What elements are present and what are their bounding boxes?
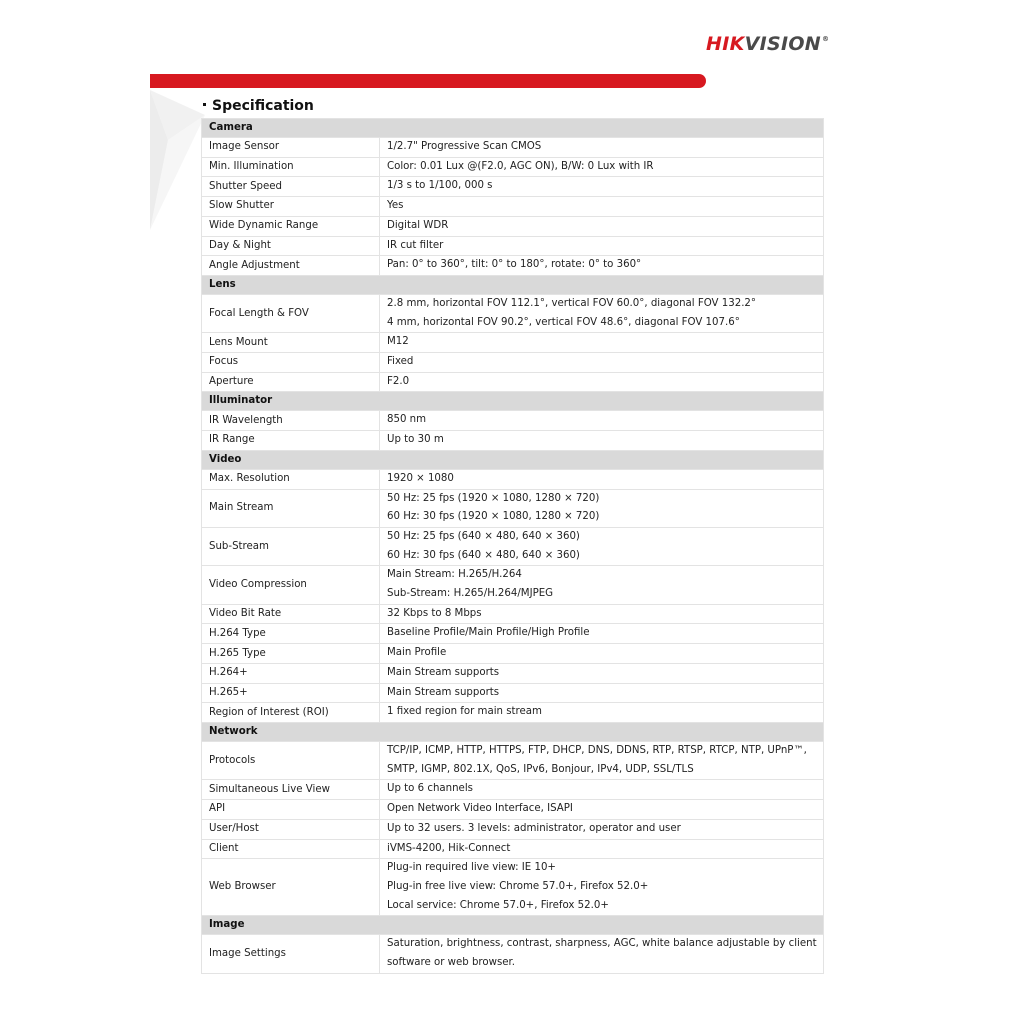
- spec-row: [202, 353, 824, 373]
- spec-value-line: Plug-in required live view: IE 10+: [387, 862, 556, 874]
- spec-value-line: iVMS-4200, Hik-Connect: [387, 842, 511, 854]
- spec-label: H.264+: [202, 663, 380, 683]
- spec-label: Sub-Stream: [202, 527, 380, 565]
- spec-value-line: 1 fixed region for main stream: [387, 706, 542, 718]
- spec-value: [380, 157, 824, 177]
- spec-value: [380, 469, 824, 489]
- spec-label: Max. Resolution: [202, 469, 380, 489]
- spec-label: Day & Night: [202, 236, 380, 256]
- spec-value-line: 2.8 mm, horizontal FOV 112.1°, vertical FOV 60.0°, diagonal FOV 132.2°: [387, 297, 757, 309]
- spec-value: [380, 294, 824, 332]
- spec-row: [202, 177, 824, 197]
- section-title: Lens: [202, 275, 824, 294]
- spec-row: [202, 703, 824, 723]
- spec-value-line: 1/3 s to 1/100, 000 s: [387, 180, 493, 192]
- spec-value-line: Sub-Stream: H.265/H.264/MJPEG: [387, 588, 554, 600]
- spec-value-line: Up to 32 users. 3 levels: administrator, operator and user: [387, 822, 681, 834]
- spec-label: User/Host: [202, 819, 380, 839]
- spec-value: [380, 624, 824, 644]
- spec-value-line: 1/2.7" Progressive Scan CMOS: [387, 141, 542, 152]
- spec-value: [380, 663, 824, 683]
- spec-value-line: Local service: Chrome 57.0+, Firefox 52.0+: [387, 899, 609, 911]
- spec-value: [380, 353, 824, 373]
- logo-grey-text: VISION: [744, 33, 821, 55]
- spec-value-line: 60 Hz: 30 fps (640 × 480, 640 × 360): [387, 549, 580, 561]
- spec-row: [202, 489, 824, 527]
- spec-value-line: 1920 × 1080: [387, 472, 454, 484]
- spec-label: Client: [202, 839, 380, 859]
- spec-label: Main Stream: [202, 489, 380, 527]
- spec-value-line: Color: 0.01 Lux @(F2.0, AGC ON), B/W: 0 Lux with IR: [387, 160, 654, 172]
- spec-value: [380, 489, 824, 527]
- spec-value: [380, 138, 824, 158]
- spec-label: Web Browser: [202, 859, 380, 916]
- spec-value-line: Yes: [387, 200, 404, 212]
- spec-label: Region of Interest (ROI): [202, 703, 380, 723]
- spec-value-line: Main Profile: [387, 647, 447, 659]
- spec-label: H.264 Type: [202, 624, 380, 644]
- spec-value-line: Up to 30 m: [387, 434, 444, 446]
- spec-label: Slow Shutter: [202, 197, 380, 217]
- spec-row: [202, 197, 824, 217]
- spec-row: [202, 800, 824, 820]
- spec-label: H.265+: [202, 683, 380, 703]
- spec-value: [380, 411, 824, 431]
- section-header-row: [202, 392, 824, 411]
- section-title: Network: [202, 722, 824, 741]
- spec-value: [380, 236, 824, 256]
- spec-label: API: [202, 800, 380, 820]
- spec-label: Video Compression: [202, 566, 380, 604]
- spec-row: [202, 294, 824, 332]
- spec-label: Image Sensor: [202, 138, 380, 158]
- section-title: Video: [202, 450, 824, 469]
- spec-value-line: Open Network Video Interface, ISAPI: [387, 803, 573, 815]
- spec-row: [202, 741, 824, 779]
- spec-label: Simultaneous Live View: [202, 780, 380, 800]
- spec-label: Protocols: [202, 741, 380, 779]
- spec-value-line: 4 mm, horizontal FOV 90.2°, vertical FOV 48.6°, diagonal FOV 107.6°: [387, 316, 740, 328]
- spec-label: Image Settings: [202, 935, 380, 973]
- spec-row: [202, 157, 824, 177]
- spec-value-line: Up to 6 channels: [387, 783, 473, 795]
- spec-value-line: Main Stream supports: [387, 666, 500, 678]
- spec-label: Video Bit Rate: [202, 604, 380, 624]
- spec-value: [380, 177, 824, 197]
- spec-value-line: 32 Kbps to 8 Mbps: [387, 607, 482, 619]
- spec-value-line: 50 Hz: 25 fps (1920 × 1080, 1280 × 720): [387, 492, 600, 504]
- spec-value-line: Plug-in free live view: Chrome 57.0+, Firefox 52.0+: [387, 880, 649, 892]
- section-title: Camera: [202, 119, 824, 138]
- spec-row: [202, 411, 824, 431]
- spec-value: [380, 839, 824, 859]
- spec-value: [380, 333, 824, 353]
- spec-value: [380, 741, 824, 779]
- spec-value: [380, 644, 824, 664]
- spec-value-line: Fixed: [387, 356, 414, 368]
- spec-value-line: M12: [387, 336, 409, 348]
- spec-label: Lens Mount: [202, 333, 380, 353]
- spec-row: [202, 236, 824, 256]
- spec-row: [202, 644, 824, 664]
- spec-value-line: Saturation, brightness, contrast, sharpness, AGC, white balance adjustable by client: [387, 938, 817, 950]
- spec-value: [380, 372, 824, 392]
- spec-label: IR Range: [202, 431, 380, 451]
- spec-value: [380, 819, 824, 839]
- spec-row: [202, 216, 824, 236]
- section-header-row: [202, 722, 824, 741]
- spec-row: [202, 663, 824, 683]
- spec-row: [202, 469, 824, 489]
- spec-row: [202, 624, 824, 644]
- section-header-row: [202, 119, 824, 138]
- spec-row: [202, 935, 824, 973]
- spec-heading-text: Specification: [212, 98, 314, 114]
- spec-label: Focal Length & FOV: [202, 294, 380, 332]
- spec-row: [202, 527, 824, 565]
- section-header-row: [202, 450, 824, 469]
- spec-row: [202, 138, 824, 158]
- spec-value-line: 850 nm: [387, 414, 427, 426]
- spec-value: [380, 256, 824, 276]
- spec-heading: [203, 98, 314, 114]
- registered-mark: ®: [822, 35, 830, 43]
- hikvision-logo: [706, 33, 828, 55]
- spec-value: [380, 216, 824, 236]
- spec-label: Min. Illumination: [202, 157, 380, 177]
- spec-value-line: software or web browser.: [387, 957, 516, 969]
- spec-row: [202, 566, 824, 604]
- spec-row: [202, 333, 824, 353]
- spec-row: [202, 780, 824, 800]
- section-header-row: [202, 916, 824, 935]
- spec-row: [202, 372, 824, 392]
- spec-row: [202, 431, 824, 451]
- logo-red-text: HIK: [706, 33, 745, 55]
- spec-label: Wide Dynamic Range: [202, 216, 380, 236]
- spec-value-line: IR cut filter: [387, 239, 444, 251]
- spec-value: [380, 935, 824, 973]
- spec-value-line: TCP/IP, ICMP, HTTP, HTTPS, FTP, DHCP, DNS, DDNS, RTP, RTSP, RTCP, NTP, UPnP™,: [387, 744, 807, 756]
- specification-table: [201, 118, 824, 974]
- spec-label: IR Wavelength: [202, 411, 380, 431]
- section-title: Image: [202, 916, 824, 935]
- spec-value-line: 60 Hz: 30 fps (1920 × 1080, 1280 × 720): [387, 511, 600, 523]
- spec-label: Focus: [202, 353, 380, 373]
- spec-row: [202, 859, 824, 916]
- spec-value: [380, 197, 824, 217]
- spec-value: [380, 566, 824, 604]
- spec-value-line: SMTP, IGMP, 802.1X, QoS, IPv6, Bonjour, IPv4, UDP, SSL/TLS: [387, 763, 694, 775]
- spec-value: [380, 780, 824, 800]
- spec-value: [380, 703, 824, 723]
- spec-value-line: Digital WDR: [387, 219, 449, 231]
- spec-label: H.265 Type: [202, 644, 380, 664]
- spec-value: [380, 527, 824, 565]
- section-title: Illuminator: [202, 392, 824, 411]
- spec-label: Angle Adjustment: [202, 256, 380, 276]
- spec-row: [202, 839, 824, 859]
- spec-value-line: Main Stream supports: [387, 686, 500, 698]
- spec-row: [202, 819, 824, 839]
- spec-value: [380, 859, 824, 916]
- spec-row: [202, 256, 824, 276]
- spec-value-line: F2.0: [387, 375, 410, 387]
- spec-value-line: 50 Hz: 25 fps (640 × 480, 640 × 360): [387, 530, 580, 542]
- spec-value: [380, 604, 824, 624]
- spec-row: [202, 683, 824, 703]
- spec-row: [202, 604, 824, 624]
- header-red-bar: [150, 74, 706, 88]
- spec-value-line: Pan: 0° to 360°, tilt: 0° to 180°, rotate: 0° to 360°: [387, 259, 642, 271]
- spec-value: [380, 431, 824, 451]
- bullet-icon: [203, 103, 206, 106]
- spec-value-line: Baseline Profile/Main Profile/High Profile: [387, 627, 590, 639]
- spec-label: Aperture: [202, 372, 380, 392]
- spec-value: [380, 800, 824, 820]
- section-header-row: [202, 275, 824, 294]
- spec-value: [380, 683, 824, 703]
- spec-label: Shutter Speed: [202, 177, 380, 197]
- spec-value-line: Main Stream: H.265/H.264: [387, 569, 522, 581]
